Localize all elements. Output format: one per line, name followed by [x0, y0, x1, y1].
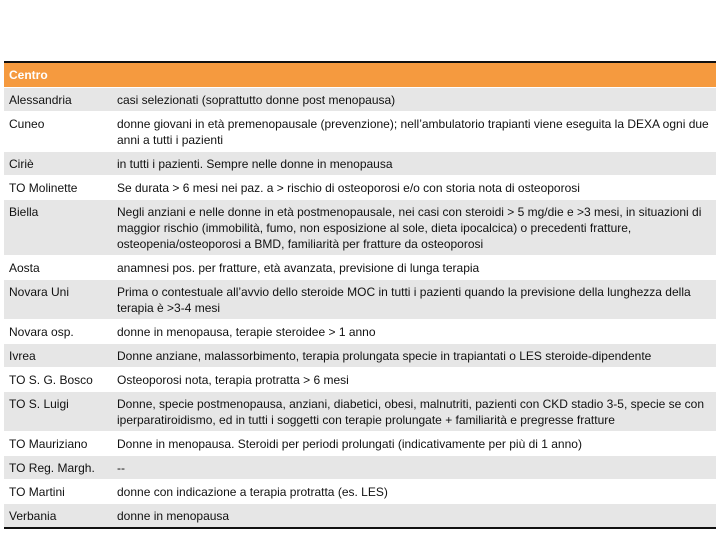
cell-centro: Alessandria: [4, 88, 112, 112]
table-row: [4, 88, 716, 112]
cell-description: Se durata > 6 mesi nei paz. a > rischio di osteoporosi e/o con storia nota di osteoporosi: [112, 176, 716, 200]
cell-centro: TO Mauriziano: [4, 432, 112, 456]
table-container: [4, 61, 716, 529]
cell-centro: TO Molinette: [4, 176, 112, 200]
cell-centro: Ciriè: [4, 152, 112, 176]
table-row: [4, 320, 716, 344]
table-row: [4, 392, 716, 432]
table-header-row: [4, 62, 716, 88]
cell-centro: Aosta: [4, 256, 112, 280]
table-row: [4, 280, 716, 320]
header-centro: Centro: [4, 62, 112, 88]
cell-centro: Cuneo: [4, 112, 112, 152]
table-row: [4, 456, 716, 480]
cell-centro: TO S. Luigi: [4, 392, 112, 432]
cell-centro: Biella: [4, 200, 112, 256]
table-row: [4, 176, 716, 200]
table-row: [4, 368, 716, 392]
header-description: [112, 62, 716, 88]
cell-description: Donne in menopausa. Steroidi per periodi prolungati (indicativamente per più di 1 anno): [112, 432, 716, 456]
cell-centro: Verbania: [4, 504, 112, 529]
centri-table: [4, 61, 716, 529]
cell-description: donne con indicazione a terapia protratta (es. LES): [112, 480, 716, 504]
cell-description: anamnesi pos. per fratture, età avanzata, previsione di lunga terapia: [112, 256, 716, 280]
cell-description: donne in menopausa: [112, 504, 716, 529]
cell-description: Negli anziani e nelle donne in età postmenopausale, nei casi con steroidi > 5 mg/die e >3 mesi, in situazioni di maggior rischio (immobilità, fumo, non esposizione al sole, dieta ipocalcica) o precedenti fratture, osteopenia/osteoporosi a BMD, familiarità per fratture da osteoporosi: [112, 200, 716, 256]
cell-description: casi selezionati (soprattutto donne post menopausa): [112, 88, 716, 112]
table-row: [4, 432, 716, 456]
table-row: [4, 256, 716, 280]
cell-description: Prima o contestuale all’avvio dello steroide MOC in tutti i pazienti quando la previsione della lunghezza della terapia è >3-4 mesi: [112, 280, 716, 320]
cell-description: --: [112, 456, 716, 480]
cell-centro: TO Martini: [4, 480, 112, 504]
table-row: [4, 504, 716, 529]
cell-description: donne in menopausa, terapie steroidee > 1 anno: [112, 320, 716, 344]
cell-description: Donne, specie postmenopausa, anziani, diabetici, obesi, malnutriti, pazienti con CKD stadio 3-5, specie se con iperparatiroidismo, ed in tutti i soggetti con terapie prolungate + familiarità e pregresse fratture: [112, 392, 716, 432]
table-row: [4, 200, 716, 256]
cell-description: Donne anziane, malassorbimento, terapia prolungata specie in trapiantati o LES steroide-dipendente: [112, 344, 716, 368]
table-row: [4, 152, 716, 176]
cell-centro: Ivrea: [4, 344, 112, 368]
table-row: [4, 112, 716, 152]
cell-centro: TO S. G. Bosco: [4, 368, 112, 392]
cell-description: donne giovani in età premenopausale (prevenzione); nell’ambulatorio trapianti viene eseguita la DEXA ogni due anni a tutti i pazienti: [112, 112, 716, 152]
cell-centro: Novara osp.: [4, 320, 112, 344]
cell-centro: Novara Uni: [4, 280, 112, 320]
table-row: [4, 344, 716, 368]
cell-description: Osteoporosi nota, terapia protratta > 6 mesi: [112, 368, 716, 392]
cell-description: in tutti i pazienti. Sempre nelle donne in menopausa: [112, 152, 716, 176]
cell-centro: TO Reg. Margh.: [4, 456, 112, 480]
table-row: [4, 480, 716, 504]
